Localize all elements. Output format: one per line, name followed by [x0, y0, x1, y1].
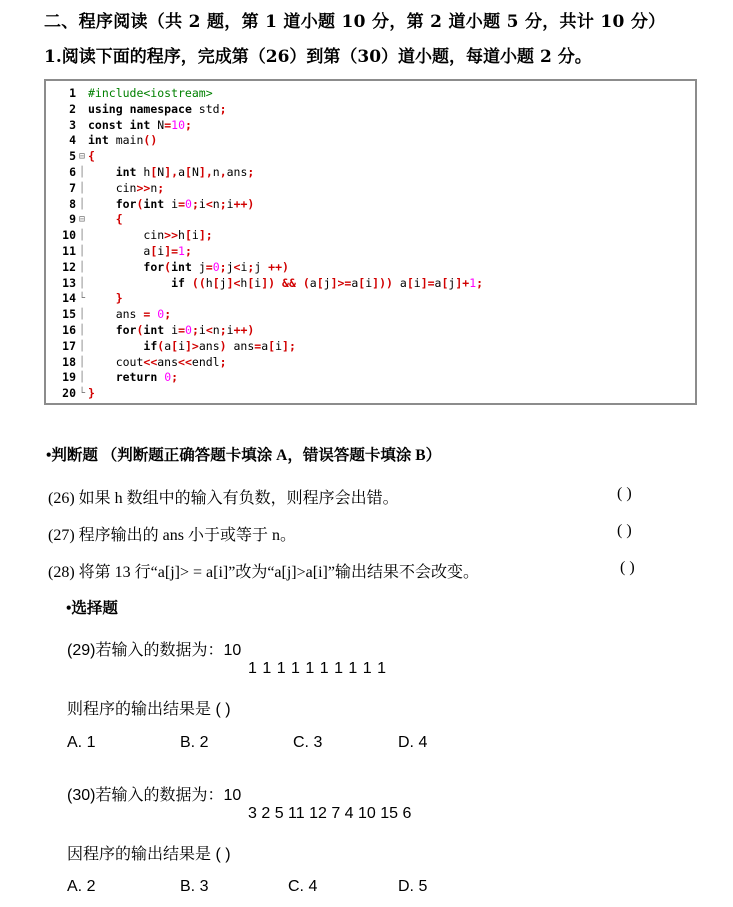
fold-marker [76, 86, 88, 102]
line-number: 12 [62, 259, 76, 274]
fold-marker: │ [78, 372, 86, 384]
fold-marker: │ [78, 356, 86, 368]
q30-option-a: A. 2 [67, 878, 96, 895]
code-listing [44, 79, 697, 405]
code-text: int main() [88, 133, 158, 148]
q29-option-a: A. 1 [67, 734, 96, 751]
line-number: 18 [62, 354, 76, 369]
fold-marker: │ [78, 261, 86, 273]
code-line [54, 86, 483, 102]
judge-item-28: (28) 将第 13 行“a[j]> = a[i]”改为“a[j]>a[i]”输出结果不会改变。 [48, 564, 479, 581]
code-text: for(int j=0;j<i;j ++) [143, 259, 289, 274]
fold-marker: │ [78, 277, 86, 289]
q30-question: 因程序的输出结果是 ( ) [67, 846, 231, 863]
fold-marker: ⊟ [78, 214, 86, 226]
fold-marker: ⊟ [78, 151, 86, 163]
code-text: cout<<ans<<endl; [88, 354, 227, 369]
q29-option-b: B. 2 [180, 734, 209, 751]
line-number: 4 [69, 133, 76, 148]
fold-marker: │ [78, 245, 86, 257]
line-number: 1 [69, 86, 76, 100]
code-line [54, 118, 483, 134]
fold-marker: └ [78, 293, 86, 305]
q30-option-c: C. 4 [288, 878, 318, 895]
line-number: 7 [69, 180, 76, 195]
line-number: 19 [62, 370, 76, 385]
code-text: const int N=10; [88, 117, 192, 132]
code-text: using namespace std; [88, 101, 227, 116]
code-text: for(int i=0;i<n;i++) [115, 196, 255, 211]
fold-marker: │ [78, 340, 86, 352]
q30-prompt: (30)若输入的数据为：10 [67, 787, 242, 804]
fold-marker: │ [78, 324, 86, 336]
fold-marker: │ [78, 230, 86, 242]
code-line [54, 386, 483, 402]
fold-marker [76, 102, 88, 118]
code-line [54, 355, 483, 371]
code-line [54, 228, 483, 244]
code-text: #include<iostream> [88, 86, 213, 100]
answer-paren-26: ( ) [617, 485, 632, 502]
code-line [54, 276, 483, 292]
line-number: 14 [62, 291, 76, 306]
q30-option-b: B. 3 [180, 878, 209, 895]
line-number: 9 [69, 212, 76, 227]
code-line [54, 323, 483, 339]
fold-marker: │ [78, 198, 86, 210]
line-number: 2 [69, 101, 76, 116]
line-number: 3 [69, 117, 76, 132]
judge-item-26: (26) 如果 h 数组中的输入有负数，则程序会出错。 [48, 490, 399, 507]
code-line [54, 102, 483, 118]
fold-marker: └ [78, 388, 86, 400]
q29-option-c: C. 3 [293, 734, 323, 751]
code-line [54, 260, 483, 276]
line-number: 10 [62, 228, 76, 243]
code-text: { [88, 149, 95, 164]
line-number: 6 [69, 164, 76, 179]
line-number: 5 [69, 149, 76, 164]
code-line [54, 165, 483, 181]
answer-paren-28: ( ) [620, 559, 635, 576]
code-text: ans = 0; [88, 307, 172, 322]
line-number: 20 [62, 386, 76, 401]
code-text: return 0; [115, 370, 179, 385]
code-text: { [115, 212, 123, 227]
line-number: 15 [62, 307, 76, 322]
code-text: a[i]=1; [88, 243, 192, 258]
q29-input: 1 1 1 1 1 1 1 1 1 1 [248, 660, 387, 677]
code-lines [54, 86, 483, 402]
judge-item-27: (27) 程序输出的 ans 小于或等于 n。 [48, 527, 296, 544]
code-text: } [88, 386, 95, 401]
fold-marker [76, 133, 88, 149]
code-line [54, 339, 483, 355]
section-title: 二、程序阅读（共 2 题，第 1 道小题 10 分，第 2 道小题 5 分，共计 10 分） [44, 12, 666, 32]
line-number: 13 [62, 275, 76, 290]
choice-heading: •选择题 [66, 600, 118, 617]
code-line [54, 244, 483, 260]
q29-prompt: (29)若输入的数据为：10 [67, 642, 242, 659]
question-intro: 1.阅读下面的程序，完成第（26）到第（30）道小题，每道小题 2 分。 [44, 47, 592, 67]
code-line [54, 370, 483, 386]
q30-input: 3 2 5 11 12 7 4 10 15 6 [248, 805, 412, 822]
code-line [54, 197, 483, 213]
line-number: 8 [69, 196, 76, 211]
fold-marker: │ [78, 309, 86, 321]
fold-marker: │ [78, 182, 86, 194]
code-text: cin>>h[i]; [88, 228, 213, 243]
line-number: 11 [62, 243, 76, 258]
code-text: } [115, 291, 123, 306]
q29-question: 则程序的输出结果是 ( ) [67, 701, 231, 718]
answer-paren-27: ( ) [617, 522, 632, 539]
code-line [54, 291, 483, 307]
code-line [54, 212, 483, 228]
q29-option-d: D. 4 [398, 734, 428, 751]
code-text: cin>>n; [88, 180, 165, 195]
code-line [54, 133, 483, 149]
code-text: if ((h[j]<h[i]) && (a[j]>=a[i])) a[i]=a[j]+1; [171, 275, 484, 290]
code-line [54, 181, 483, 197]
q30-option-d: D. 5 [398, 878, 428, 895]
line-number: 17 [62, 338, 76, 353]
code-text: if(a[i]>ans) ans=a[i]; [143, 338, 296, 353]
fold-marker [76, 118, 88, 134]
code-text: int h[N],a[N],n,ans; [115, 164, 255, 179]
code-line [54, 149, 483, 165]
code-text: for(int i=0;i<n;i++) [115, 322, 255, 337]
judge-heading: •判断题 （判断题正确答题卡填涂 A，错误答题卡填涂 B） [46, 447, 442, 464]
fold-marker: │ [78, 166, 86, 178]
code-line [54, 307, 483, 323]
line-number: 16 [62, 322, 76, 337]
